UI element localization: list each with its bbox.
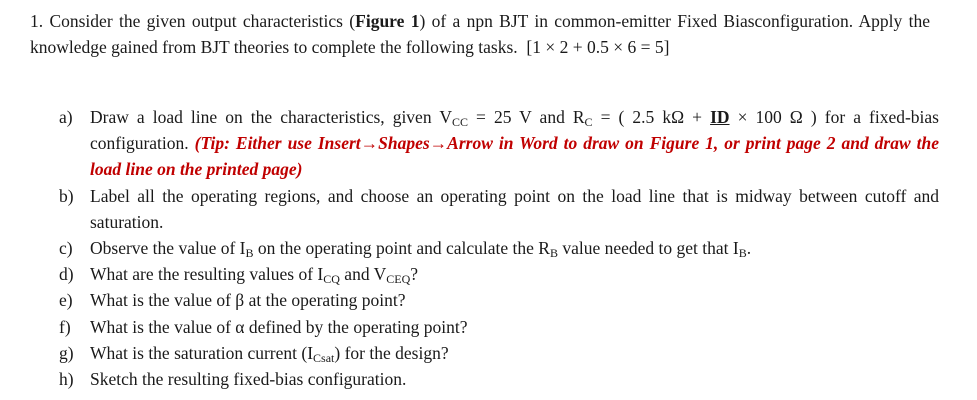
task-c-part-1: Observe the value of I — [90, 238, 246, 259]
figure-reference: Figure 1 — [355, 11, 420, 31]
task-text-e: What is the value of β at the operating point? — [90, 290, 406, 311]
task-label-h: h) — [59, 369, 74, 390]
task-text-b: Label all the operating regions, and choose an operating point on the load line that is midway between cutoff and saturation. — [90, 185, 939, 232]
task-list — [59, 104, 939, 392]
task-text-f: What is the value of α defined by the operating point? — [90, 316, 468, 337]
task-c-part-2: on the operating point and calculate the R — [253, 238, 550, 259]
ib-subscript-2: B — [738, 246, 747, 261]
task-text-h: Sketch the resulting fixed-bias configuration. — [90, 369, 407, 390]
task-a-part-1: Draw a load line on the characteristics, given V — [90, 107, 452, 127]
question-marks: [1 × 2 + 0.5 × 6 = 5] — [526, 37, 670, 57]
task-d-part-1: What are the resulting values of I — [90, 264, 324, 285]
task-label-c: c) — [59, 238, 73, 259]
task-item-d — [59, 261, 939, 287]
task-item-f — [59, 314, 939, 340]
task-c-part-4: . — [746, 238, 752, 259]
question-text-end: ) of a npn BJT in common-emitter Fixed Biasconfiguration. Apply the knowledge gained from BJT theories to complete the following tasks. — [30, 11, 930, 57]
task-text-a — [90, 104, 939, 183]
question-1 — [30, 8, 930, 60]
task-item-e — [59, 287, 939, 313]
task-item-a — [59, 104, 939, 183]
task-label-f: f) — [59, 316, 71, 337]
task-d-part-3: ? — [410, 264, 419, 285]
rb-subscript: B — [549, 246, 558, 261]
ib-subscript: B — [245, 246, 254, 261]
question-intro — [30, 8, 930, 60]
task-item-g — [59, 340, 939, 366]
id-placeholder: ID — [710, 107, 730, 127]
task-c-part-3: value needed to get that I — [557, 238, 739, 259]
vcc-subscript: CC — [451, 115, 468, 129]
task-g-part-2: ) for the design? — [334, 342, 449, 363]
task-label-g: g) — [59, 342, 74, 363]
task-text-c — [90, 235, 939, 261]
vceq-subscript: CEQ — [386, 272, 411, 287]
task-item-c — [59, 235, 939, 261]
icsat-subscript: Csat — [313, 350, 335, 365]
task-label-e: e) — [59, 290, 73, 311]
task-label-b: b) — [59, 185, 74, 206]
task-a-part-2: = 25 V and R — [467, 107, 585, 127]
tip-text: (Tip: Either use Insert→Shapes→Arrow in Word to draw on Figure 1, or print page 2 and draw the load line on the printed page) — [90, 133, 939, 180]
task-item-b — [59, 183, 939, 235]
question-text-start: Consider the given output characteristics ( — [49, 11, 356, 31]
task-text-g — [90, 340, 939, 366]
icq-subscript: CQ — [323, 272, 340, 287]
task-label-a: a) — [59, 107, 73, 127]
rc-subscript: C — [584, 115, 593, 129]
task-g-part-1: What is the saturation current (I — [90, 342, 314, 363]
task-item-h — [59, 366, 939, 392]
task-a-part-4: × 100 Ω ) for a fixed-bias configuration. — [90, 107, 939, 154]
task-a-part-3: = ( 2.5 kΩ + — [592, 107, 711, 127]
task-label-d: d) — [59, 264, 74, 285]
question-number: 1. — [30, 11, 44, 31]
task-d-part-2: and V — [339, 264, 387, 285]
task-text-d — [90, 261, 939, 287]
